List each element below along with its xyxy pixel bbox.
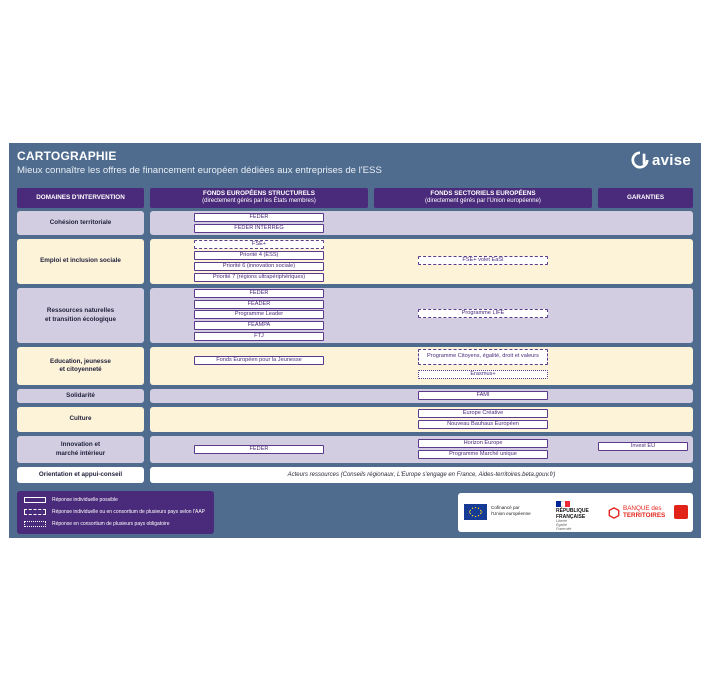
header-fse-sublabel: (directement gérés par les États membres) (202, 198, 316, 205)
header-fonds-structurels (150, 188, 368, 208)
program-priorite-4[interactable]: Priorité 4 (ESS) (194, 251, 324, 260)
caisse-depots-icon (674, 505, 688, 519)
eu-text-line1: Cofinancé par (491, 505, 520, 510)
program-fami[interactable]: FAMI (418, 391, 548, 400)
header-garanties-label: GARANTIES (626, 194, 665, 202)
avise-logo (631, 151, 691, 169)
legend-label-dotted: Réponse en consortium de plusieurs pays obligatoire (52, 521, 170, 527)
row-label-solidarite (17, 389, 144, 403)
row-label-innovation-line1: Innovation et (60, 441, 101, 449)
republique-francaise-logo (556, 501, 589, 532)
acteurs-ressources (150, 467, 693, 483)
header-garanties (598, 188, 693, 208)
header-domaines (17, 188, 144, 208)
legend-item-dashed (24, 509, 205, 515)
bdt-line1: BANQUE des (623, 505, 662, 512)
eu-text-line2: l'Union européenne (491, 510, 531, 516)
program-leader[interactable]: Programme Leader (194, 310, 324, 319)
row-label-culture (17, 407, 144, 432)
legend (17, 491, 214, 534)
program-feder-cohesion[interactable]: FEDER (194, 213, 324, 222)
program-invest-eu[interactable]: Invest EU (598, 442, 688, 451)
eu-stars-icon (468, 506, 483, 518)
eu-cofinance-text (491, 505, 531, 517)
program-fej[interactable]: Fonds Européen pour la Jeunesse (194, 356, 324, 365)
rf-line1: RÉPUBLIQUE (556, 508, 589, 514)
program-life[interactable]: Programme LIFE (418, 309, 548, 318)
avise-logo-icon (631, 151, 649, 169)
legend-swatch-solid (24, 497, 46, 503)
program-bauhaus[interactable]: Nouveau Bauhaus Européen (418, 420, 548, 429)
program-fse-plus[interactable]: FSE+ (194, 240, 324, 249)
legend-label-dashed: Réponse individuelle ou en consortium de plusieurs pays selon l'AAP (52, 509, 205, 515)
program-feder-interreg[interactable]: FEDER INTERREG (194, 224, 324, 233)
program-feder-ressources[interactable]: FEDER (194, 289, 324, 298)
row-label-education-line1: Education, jeunesse (50, 357, 111, 365)
row-label-solidarite-text: Solidarité (66, 391, 95, 399)
header-fsect-sublabel: (directement gérés par l'Union européenne) (425, 198, 541, 205)
rf-motto2: Égalité (556, 522, 567, 527)
legend-swatch-dashed (24, 509, 46, 515)
rf-motto3: Fraternité (556, 526, 572, 531)
program-marche-unique[interactable]: Programme Marché unique (418, 450, 548, 459)
program-erasmus[interactable]: Erasmus+ (418, 370, 548, 379)
french-flag-icon (556, 501, 570, 507)
rf-line2: FRANÇAISE (556, 514, 586, 520)
row-label-cohesion (17, 211, 144, 235)
bdt-text (623, 506, 665, 519)
row-label-orientation-text: Orientation et appui-conseil (38, 470, 123, 478)
partner-logos (458, 493, 693, 532)
row-label-innovation (17, 436, 144, 463)
legend-swatch-dotted (24, 521, 46, 527)
banque-des-territoires-logo (608, 506, 665, 519)
cartography-slide (9, 143, 701, 538)
row-label-orientation (17, 467, 144, 483)
header-fse-label: FONDS EUROPÉENS STRUCTURELS (203, 190, 315, 198)
row-label-ressources-line2: et transition écologique (44, 315, 117, 323)
row-label-education (17, 347, 144, 385)
program-feder-innovation[interactable]: FEDER (194, 445, 324, 454)
legend-item-solid (24, 497, 118, 503)
acteurs-ressources-text: Acteurs ressources (Conseils régionaux, L'Europe s'engage en France, Aides-territoires.beta.gouv.fr) (287, 472, 556, 478)
row-label-ressources (17, 288, 144, 343)
page-title: CARTOGRAPHIE (17, 149, 117, 163)
legend-label-solid: Réponse individuelle possible (52, 497, 118, 503)
program-feampa[interactable]: FEAMPA (194, 321, 324, 330)
row-label-education-line2: et citoyenneté (59, 366, 102, 373)
program-priorite-6[interactable]: Priorité 6 (innovation sociale) (194, 262, 324, 271)
legend-item-dotted (24, 521, 170, 527)
program-feader[interactable]: FEADER (194, 300, 324, 309)
program-priorite-7[interactable]: Priorité 7 (régions ultrapériphériques) (194, 273, 324, 282)
row-label-innovation-line2: marché intérieur (55, 449, 106, 457)
program-europe-creative[interactable]: Europe Créative (418, 409, 548, 418)
bdt-line2: TERRITOIRES (623, 511, 666, 519)
program-cerv[interactable]: Programme Citoyens, égalité, droit et valeurs (418, 349, 548, 365)
header-fsect-label: FONDS SECTORIELS EUROPÉENS (430, 190, 536, 198)
page-subtitle: Mieux connaître les offres de financement européen dédiées aux entreprises de l'ESS (17, 165, 382, 176)
eu-flag-icon (464, 504, 487, 520)
rf-motto1: Liberté (556, 519, 567, 523)
header-fonds-sectoriels (374, 188, 592, 208)
program-fse-easi[interactable]: FSE+ volet EaSI (418, 256, 548, 265)
hexagon-icon (608, 507, 620, 519)
row-label-emploi (17, 239, 144, 284)
row-label-cohesion-text: Cohésion territoriale (49, 218, 112, 226)
header-domaines-label: DOMAINES D'INTERVENTION (36, 194, 125, 202)
program-ftj[interactable]: FTJ (194, 332, 324, 341)
program-horizon-europe[interactable]: Horizon Europe (418, 439, 548, 448)
row-label-ressources-line1: Ressources naturelles (46, 307, 115, 315)
row-label-culture-text: Culture (69, 415, 92, 423)
avise-logo-text: avise (651, 151, 691, 169)
row-label-emploi-text: Emploi et inclusion sociale (40, 257, 121, 265)
